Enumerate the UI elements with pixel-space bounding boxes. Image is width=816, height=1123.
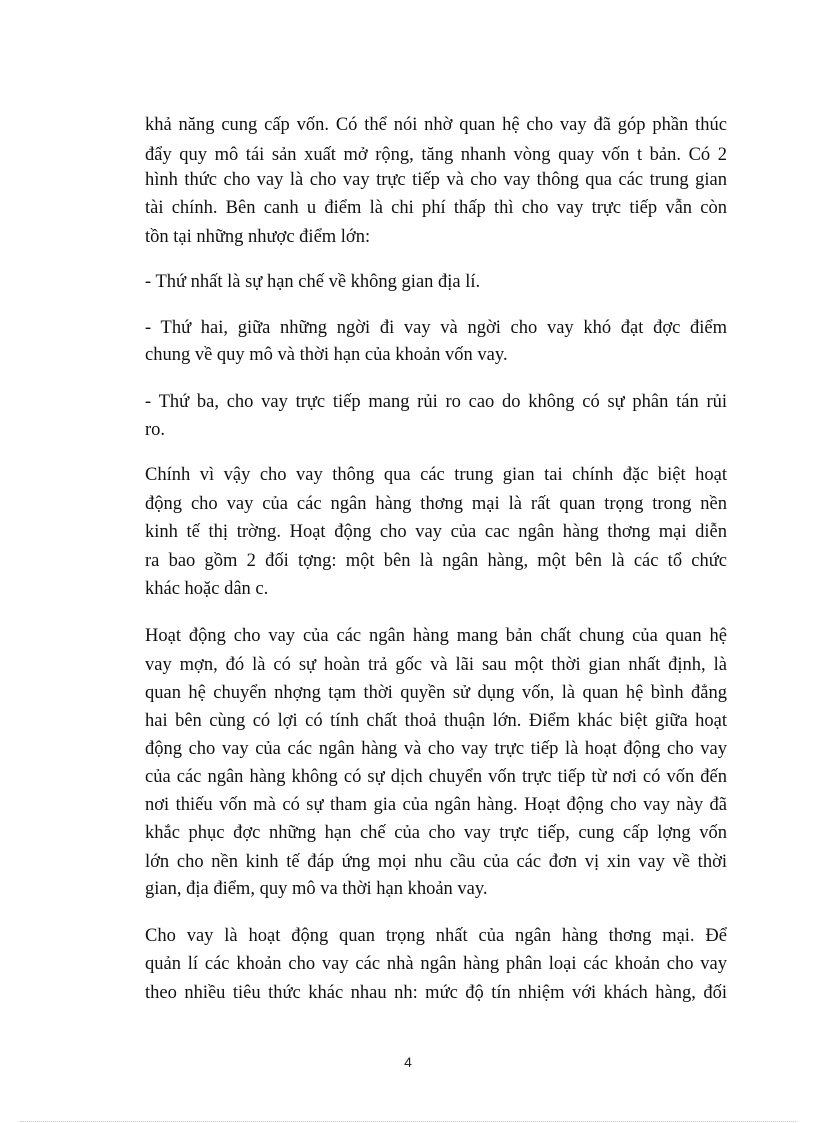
text-line: động cho vay của các ngân hàng và cho vay trực tiếp là hoạt động cho vay (145, 739, 727, 759)
text-line: ra bao gồm 2 đối tợng: một bên là ngân hàng, một bên là các tổ chức (145, 551, 727, 571)
text-line: theo nhiều tiêu thức khác nhau nh: mức độ tín nhiệm với khách hàng, đối (145, 983, 727, 1003)
text-line: khả năng cung cấp vốn. Có thể nói nhờ quan hệ cho vay đã góp phần thúc (145, 115, 727, 135)
text-line: Chính vì vậy cho vay thông qua các trung gian tai chính đặc biệt hoạt (145, 465, 727, 485)
text-line: ro. (145, 420, 166, 440)
text-line: gian, địa điểm, quy mô va thời hạn khoản vay. (145, 879, 488, 899)
page-number: 4 (404, 1054, 412, 1070)
text-line: khác hoặc dân c. (145, 579, 269, 599)
text-line: tồn tại những nhược điểm lớn: (145, 227, 371, 247)
footer-divider (20, 1121, 796, 1122)
text-line: động cho vay của các ngân hàng thơng mại là rất quan trọng trong nền (145, 494, 727, 514)
text-line: - Thứ ba, cho vay trực tiếp mang rủi ro cao do không có sự phân tán rủi (145, 392, 727, 412)
text-line: Cho vay là hoạt động quan trọng nhất của ngân hàng thơng mại. Để (145, 926, 727, 946)
text-line: lớn cho nền kinh tế đáp ứng mọi nhu cầu của các đơn vị xin vay về thời (145, 852, 727, 872)
text-line: - Thứ hai, giữa những ngời đi vay và ngời cho vay khó đạt đợc điểm (145, 318, 727, 338)
text-line: hai bên cùng có lợi có tính chất thoả thuận lớn. Điểm khác biệt giữa hoạt (145, 711, 727, 731)
text-line: - Thứ nhất là sự hạn chế về không gian địa lí. (145, 272, 481, 292)
text-line: nơi thiếu vốn mà có sự tham gia của ngân hàng. Hoạt động cho vay này đã (145, 795, 727, 815)
text-line: hình thức cho vay là cho vay trực tiếp và cho vay thông qua các trung gian (145, 170, 727, 190)
text-line: Hoạt động cho vay của các ngân hàng mang bản chất chung của quan hệ (145, 626, 727, 646)
text-line: vay mợn, đó là có sự hoàn trả gốc và lãi sau một thời gian nhất định, là (145, 655, 727, 675)
text-line: chung về quy mô và thời hạn của khoản vốn vay. (145, 345, 508, 365)
text-line: khắc phục đợc những hạn chế của cho vay trực tiếp, cung cấp lợng vốn (145, 823, 727, 843)
text-line: kinh tế thị trờng. Hoạt động cho vay của cac ngân hàng thơng mại diễn (145, 522, 727, 542)
text-line: quan hệ chuyển nhợng tạm thời quyền sử dụng vốn, là quan hệ bình đẳng (145, 683, 727, 703)
text-line: tài chính. Bên canh u điểm là chi phí thấp thì cho vay trực tiếp vẫn còn (145, 198, 727, 218)
text-line: quản lí các khoản cho vay các nhà ngân hàng phân loại các khoản cho vay (145, 954, 727, 974)
text-line: đẩy quy mô tái sản xuất mở rộng, tăng nhanh vòng quay vốn t bản. Có 2 (145, 145, 727, 165)
text-line: của các ngân hàng không có sự dịch chuyển vốn trực tiếp từ nơi có vốn đến (145, 767, 727, 787)
